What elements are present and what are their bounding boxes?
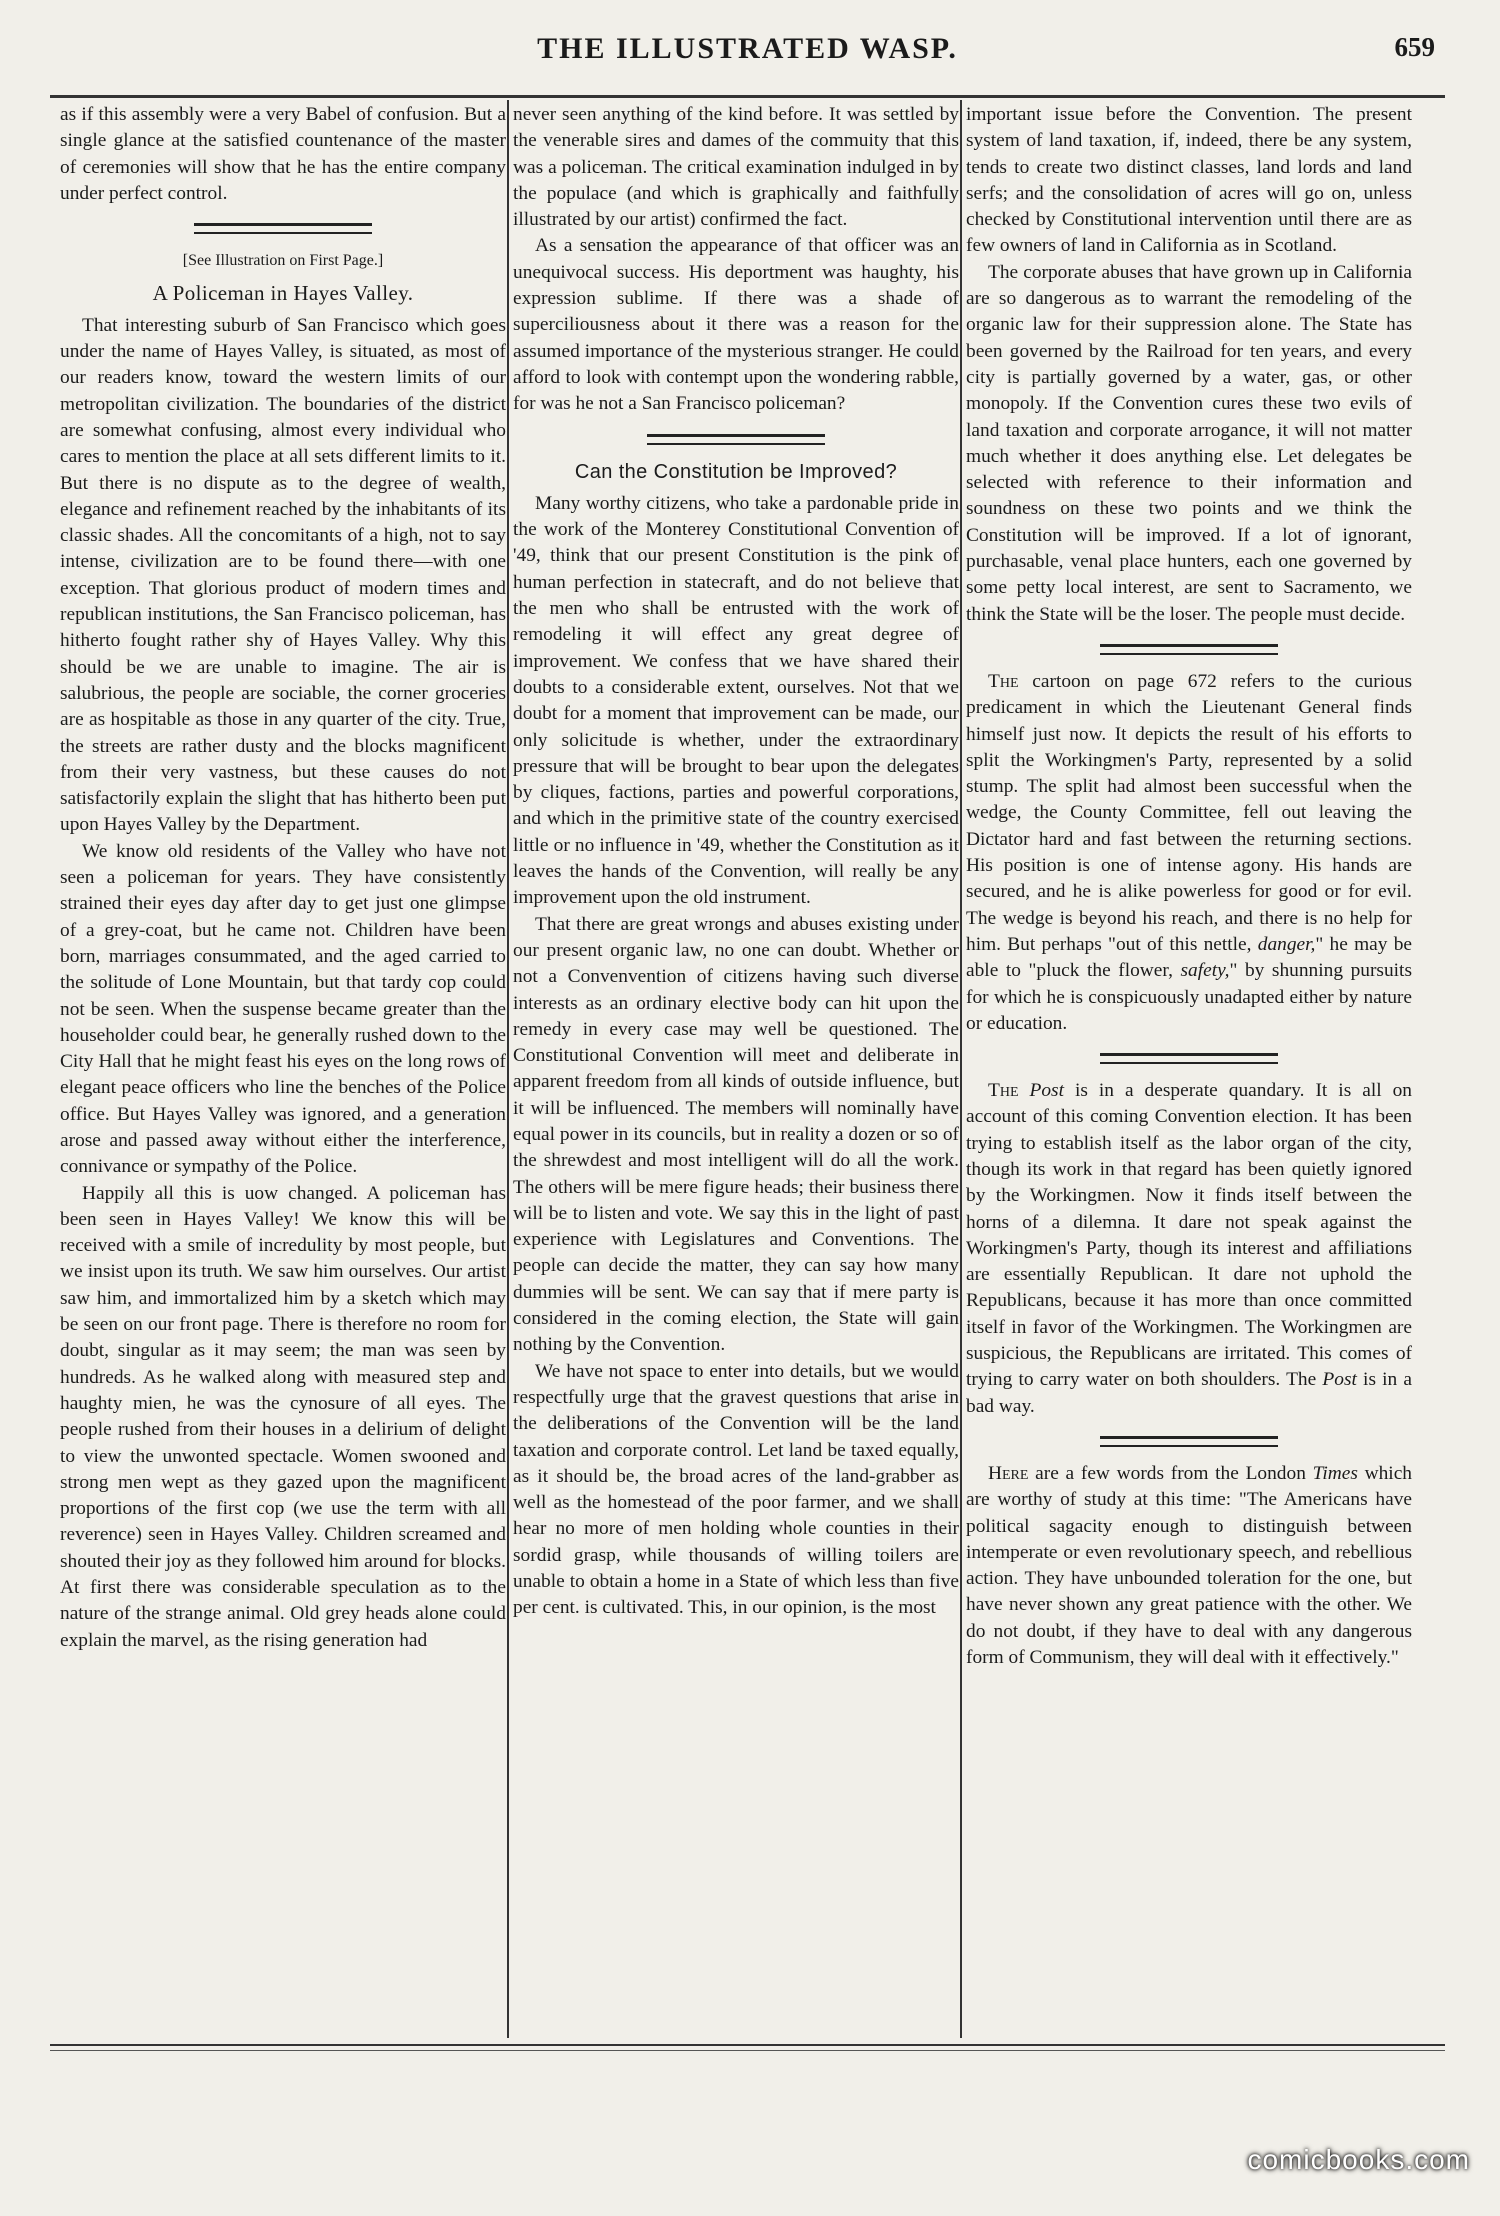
column-separator <box>507 100 509 2038</box>
paragraph: As a sensation the appearance of that officer was an unequivocal success. His deportment was haughty, his expression sublime. If there was a shade of superciliousness about it there was a reason for the assumed importance of the mysterious stranger. He could afford to look with contempt upon the wondering rabble, for was he not a San Francisco policeman? <box>513 235 959 415</box>
text-span: " he may be able to "pluck the flower, <box>966 933 1412 982</box>
section-divider <box>647 434 825 445</box>
masthead <box>50 22 1445 82</box>
newspaper-title: THE ILLUSTRATED WASP. <box>537 32 958 65</box>
illustration-note: [See Illustration on First Page.] <box>182 252 384 270</box>
page-number: 659 <box>1394 32 1435 62</box>
paragraph: Happily all this is uow changed. A policeman has been seen in Hayes Valley! We know this will be received with a smile of incredulity by most people, but we insist upon its truth. We saw him ourselves. Our artist saw him, and immortalized him by a sketch which may be seen on our front page. There is therefore no room for doubt, singular as it may seem; the man was seen by hundreds. As he walked along with measured step and haughty mien, he was the cynosure of all eyes. The people rushed from their houses in a delirium of delight to view the unwonted spectacle. Women swooned and strong men wept as they gazed upon the magnificent proportions of the first cop (we use the term with all reverence) seen in Hayes Valley. Children screamed and shouted their joy as they followed him around for blocks. At first there was considerable speculation as to the nature of the strange animal. Old grey heads alone could explain the marvel, as the rising generation had <box>60 1182 506 1651</box>
italic-span: Post <box>1316 1369 1357 1391</box>
text-span: is in a desperate quandary. It is all on account of this coming Convention election. It has been trying to establish itself as the labor organ of the city, though its work in that regard has been quietly ignored by the Workingmen. Now it finds itself between the horns of a dilemna. It dare not speak against the Workingmen's Party, though its interest and affiliations are essentially Republican. It dare not uphold the Republicans, because it has more than once committed itself in favor of the Workingmen. The Workingmen are suspicious, the Republicans are irritated. This comes of trying to carry water on both shoulders. The <box>966 1080 1412 1391</box>
paragraph: The corporate abuses that have grown up in California are so dangerous as to warrant the remodeling of the organic law for their suppression alone. The State has been governed by the Railroad for ten years, and every city is partially governed by a water, gas, or other monopoly. If the Convention cures these two evils of land taxation and corporate arrogance, it will not matter much whether it does anything else. Let delegates be selected with reference to their information and soundness on these two points and we think the Constitution will be improved. If a lot of ignorant, purchasable, venal place hunters, each one governed by some petty local interest, are sent to Sacramento, we think the State will be the loser. The people must decide. <box>966 261 1412 625</box>
paragraph-times <box>966 1461 1412 1671</box>
paragraph: We know old residents of the Valley who have not seen a policeman for years. They have consistently strained their eyes day after day to get just one glimpse of a grey-coat, but he came not. Children have been born, marriages consummated, and the aged carried to the solitude of Lone Mountain, but that tardy cop could not be seen. When the suspense became greater than the householder could bear, he generally rushed down to the City Hall that he might feast his eyes on the long rows of elegant peace officers who line the benches of the Police office. But Hayes Valley was ignored, and a generation arose and passed away without either the interference, connivance or sympathy of the Police. <box>60 840 506 1178</box>
column-2 <box>513 102 959 2034</box>
section-divider <box>1100 644 1278 655</box>
text-span: cartoon on page 672 refers to the curious predicament in which the Lieutenant General finds himself just now. It depicts the result of his efforts to split the Workingmen's Party, represented by a solid stump. The split had almost been successful when the wedge, the County Committee, fell out leaving the Dictator hard and fast between the returning sections. His position is one of intense agony. His hands are secured, and he is alike powerless for good or for evil. The wedge is beyond his reach, and there is no help for him. But perhaps "out of this nettle, <box>966 670 1412 955</box>
text-span: are a few words from the London <box>1028 1462 1306 1484</box>
italic-span: danger, <box>1251 933 1316 955</box>
paragraph: We have not space to enter into details, but we would respectfully urge that the gravest questions that arise in the deliberations of the Convention will be the land taxation and corporate control. Let land be taxed equally, as it should be, the broad acres of the land-grabber as well as the homestead of the poor farmer, and we shall hear no more of men holding whole counties in their sordid grasp, while thousands of willing toilers are unable to obtain a home in a State of which less than five per cent. is cultivated. This, in our opinion, is the most <box>513 1360 959 1619</box>
column-1 <box>60 102 506 2034</box>
italic-span: Times <box>1305 1462 1358 1484</box>
lead-word: The <box>988 670 1019 692</box>
section-divider <box>194 223 372 234</box>
bottom-rule <box>50 2050 1445 2051</box>
text-span: " by shunning pursuits for which he is conspicuously unadapted either by nature or education. <box>966 960 1412 1034</box>
top-rule <box>50 95 1445 98</box>
watermark-logo: comicbooks.com <box>1247 2144 1470 2175</box>
paragraph-cartoon <box>966 669 1412 1037</box>
paragraph: That interesting suburb of San Francisco which goes under the name of Hayes Valley, is situated, as most of our readers know, toward the western limits of our metropolitan civilization. The boundaries of the district are somewhat confusing, almost every individual who cares to mention the place at all sets different limits to it. But there is no dispute as to the degree of wealth, elegance and refinement reached by the inhabitants of its classic shades. All the concomitants of a high, not to say intense, civilization are to be found there—with one exception. That glorious product of modern times and republican institutions, the San Francisco policeman, has hitherto fought rather shy of Hayes Valley. Why this should be we are unable to imagine. The air is salubrious, the people are sociable, the corner groceries are as hospitable as those in any quarter of the city. True, the streets are rather dusty and the blocks magnificent from their very vastness, but these causes do not satisfactorily explain the slight that has hitherto been put upon Hayes Valley by the Department. <box>60 314 506 836</box>
italic-span: Post <box>1018 1080 1064 1102</box>
text-span: which are worthy of study at this time: "The Americans have political sagacity enough to distinguish between intemperate or even revolutionary speech, and rebellious action. They have unbounded toleration for the one, but have never shown any great patience with the other. We do not doubt, if they have to deal with any dangerous form of Communism, they will deal with it effectively." <box>966 1462 1412 1669</box>
bottom-rule <box>50 2044 1445 2046</box>
paragraph-post <box>966 1078 1412 1420</box>
lead-word: The <box>988 1080 1019 1102</box>
column-separator <box>960 100 962 2038</box>
section-divider <box>1100 1053 1278 1064</box>
column-3 <box>966 102 1412 2034</box>
article-heading-constitution: Can the Constitution be Improved? <box>574 460 898 483</box>
paragraph-continued: never seen anything of the kind before. It was settled by the venerable sires and dames of the commuity that this was a policeman. The critical examination indulged in by the populace (and which is graphically and faithfully illustrated by our artist) confirmed the fact. <box>513 104 959 231</box>
section-divider <box>1100 1436 1278 1447</box>
text-span: is in a bad way. <box>966 1369 1412 1417</box>
lead-word: Here <box>988 1462 1029 1484</box>
article-heading-policeman: A Policeman in Hayes Valley. <box>152 281 414 306</box>
paragraph: Many worthy citizens, who take a pardonable pride in the work of the Monterey Constitutional Convention of '49, think that our present Constitution is the pink of human perfection in statecraft, and do not believe that the men who shall be entrusted with the work of remodeling it will effect any great degree of improvement. We confess that we have shared their doubts to a considerable extent, ourselves. Not that we doubt for a moment that improvement can be made, our only solicitude is whether, under the extraordinary pressure that will be brought to bear upon the delegates by cliques, factions, parties and powerful corporations, and which in the primitive state of the country exercised little or no influence in '49, whether the Constitution as it leaves the hands of the Convention, will really be any improvement upon the old instrument. <box>513 492 959 909</box>
paragraph-continued: as if this assembly were a very Babel of confusion. But a single glance at the satisfied countenance of the master of ceremonies will show that he has the entire company under perfect control. <box>60 104 506 204</box>
paragraph: That there are great wrongs and abuses existing under our present organic law, no one can doubt. Whether or not a Convenvention of citizens having such diverse interests as an ordinary elective body can hit upon the remedy in every case may well be questioned. The Constitutional Convention will meet and deliberate in apparent freedom from all kinds of outside influence, but it will be influenced. The members will nominally have equal power in its councils, but in reality a dozen or so of the shrewdest and most intelligent will do all the work. The others will be mere figure heads; their business there will be to listen and vote. We say this in the light of past experience with Legislatures and Conventions. The people can decide the matter, they can say how many dummies will be sent. We can say that if mere party is considered in the coming election, the State will gain nothing by the Convention. <box>513 913 959 1356</box>
italic-span: safety, <box>1172 960 1230 982</box>
paragraph-continued: important issue before the Convention. The present system of land taxation, if, indeed, there be any system, tends to create two distinct classes, land lords and land serfs; and the consolidation of acres will go on, unless checked by Constitutional intervention until there are as few owners of land in California as in Scotland. <box>966 104 1412 257</box>
